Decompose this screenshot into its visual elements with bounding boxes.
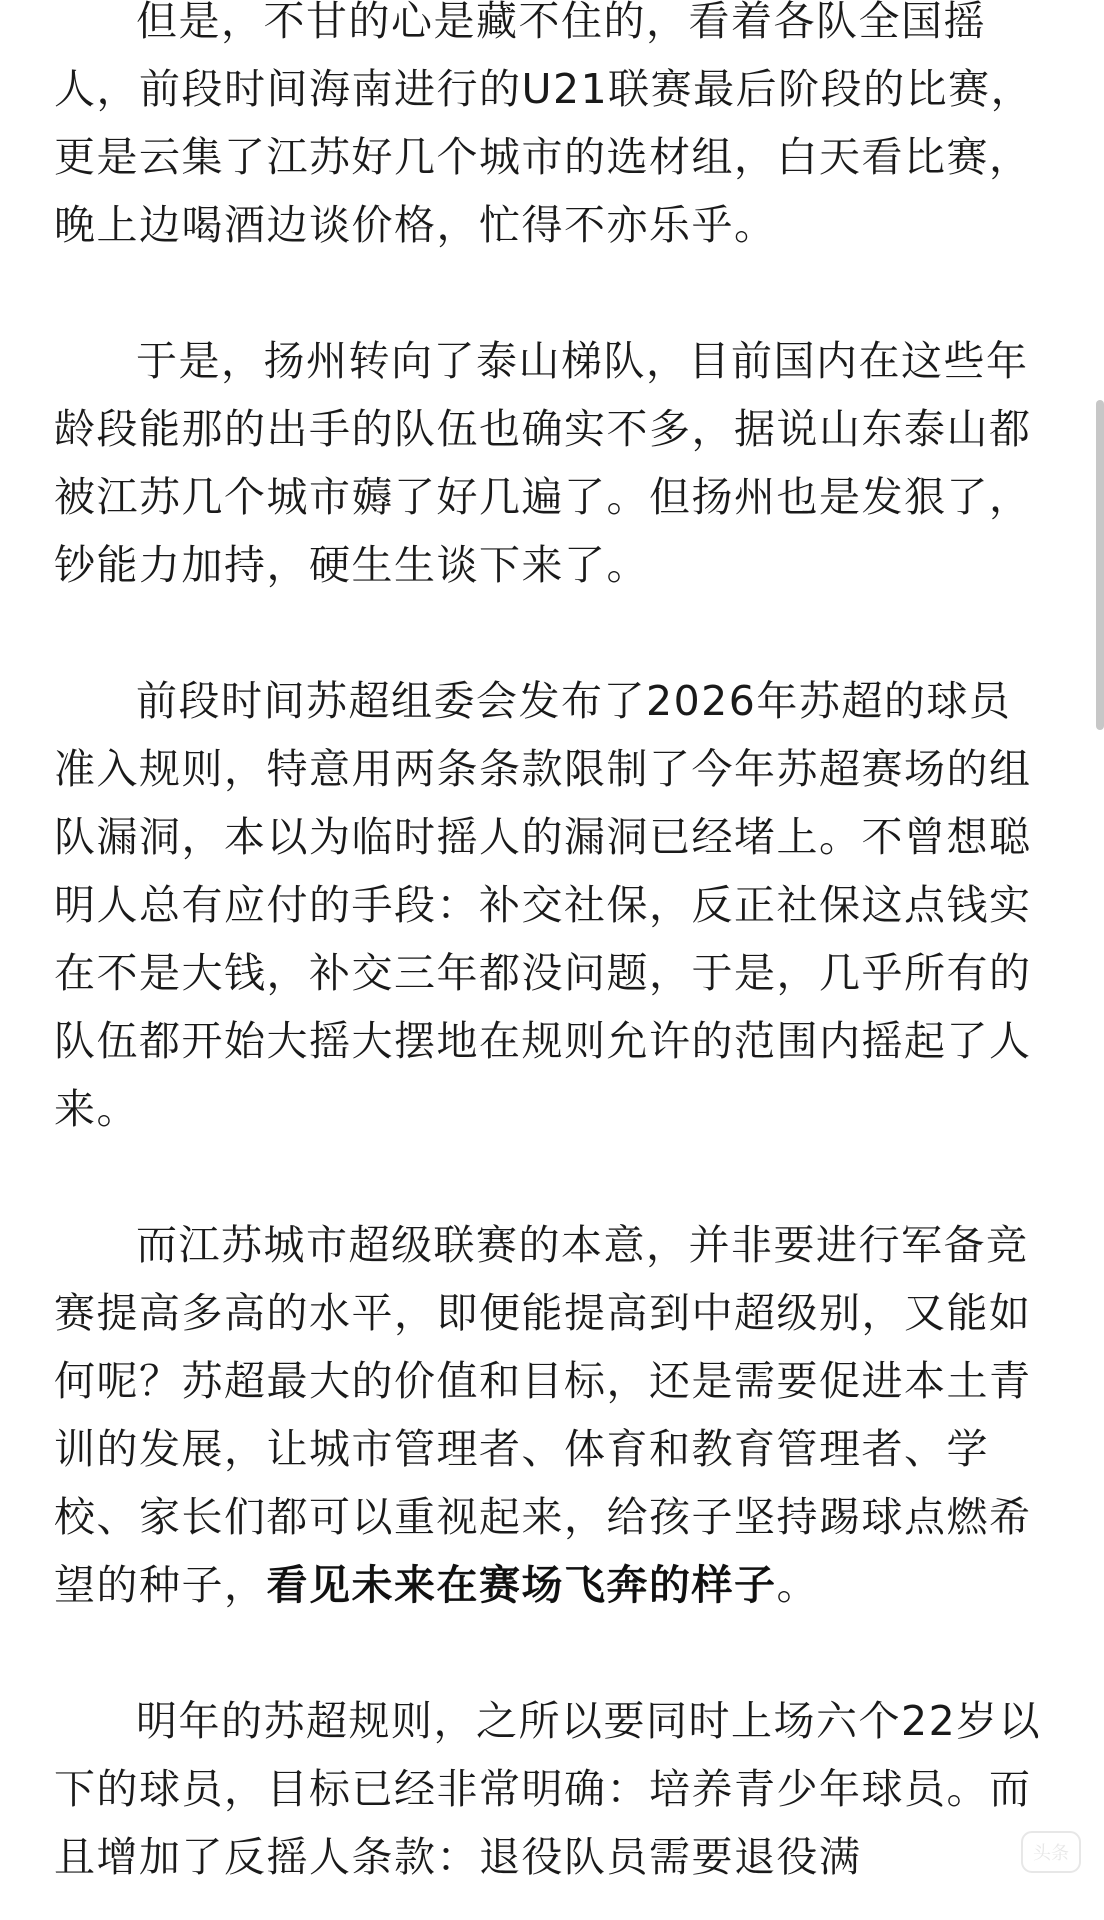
paragraph-4-tail: 。 bbox=[776, 1561, 819, 1609]
paragraph-3-text: 前段时间苏超组委会发布了2026年苏超的球员准入规则，特意用两条条款限制了今年苏超赛场的组队漏洞，本以为临时摇人的漏洞已经堵上。不曾想聪明人总有应付的手段：补交社保，反正社保这点钱实在不是大钱，补交三年都没问题，于是，几乎所有的队伍都开始大摇大摆地在规则允许的范围内摇起了人来。 bbox=[54, 677, 1032, 1133]
watermark-icon bbox=[1020, 1830, 1082, 1874]
paragraph-2 bbox=[54, 327, 1050, 599]
paragraph-4-text: 而江苏城市超级联赛的本意，并非要进行军备竞赛提高多高的水平，即便能提高到中超级别，又能如何呢？苏超最大的价值和目标，还是需要促进本土青训的发展，让城市管理者、体育和教育管理者、学校、家长们都可以重视起来，给孩子坚持踢球点燃希望的种子， bbox=[54, 1221, 1032, 1609]
watermark-logo bbox=[1020, 1830, 1082, 1874]
paragraph-5 bbox=[54, 1687, 1050, 1891]
paragraph-1 bbox=[54, 0, 1050, 259]
paragraph-4 bbox=[54, 1211, 1050, 1619]
paragraph-5-text: 明年的苏超规则，之所以要同时上场六个22岁以下的球员，目标已经非常明确：培养青少年球员。而且增加了反摇人条款：退役队员需要退役满 bbox=[54, 1697, 1042, 1881]
paragraph-3 bbox=[54, 667, 1050, 1143]
watermark-text: 头条 bbox=[1033, 1843, 1069, 1864]
paragraph-1-text: 但是，不甘的心是藏不住的，看着各队全国摇人，前段时间海南进行的U21联赛最后阶段的比赛，更是云集了江苏好几个城市的选材组，白天看比赛，晚上边喝酒边谈价格，忙得不亦乐乎。 bbox=[54, 0, 1034, 249]
paragraph-2-text: 于是，扬州转向了泰山梯队，目前国内在这些年龄段能那的出手的队伍也确实不多，据说山东泰山都被江苏几个城市薅了好几遍了。但扬州也是发狠了，钞能力加持，硬生生谈下来了。 bbox=[54, 337, 1032, 589]
scrollbar-thumb[interactable] bbox=[1096, 400, 1104, 730]
paragraph-4-bold-text: 看见未来在赛场飞奔的样子 bbox=[266, 1561, 777, 1609]
article-body bbox=[54, 0, 1050, 1891]
